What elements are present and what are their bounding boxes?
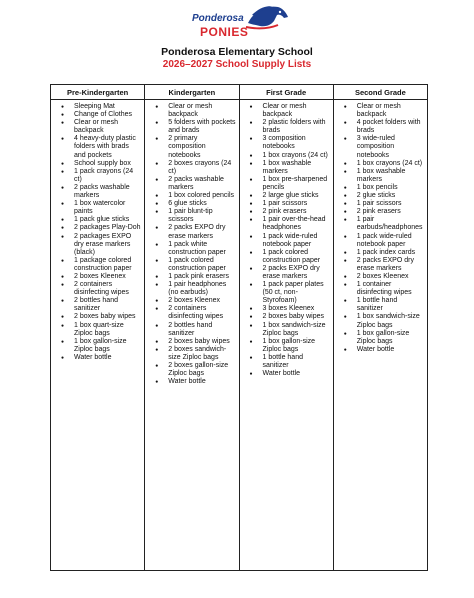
page-subtitle: 2026–2027 School Supply Lists: [162, 59, 312, 70]
list-item: ● 2 boxes crayons (24 ct): [145, 160, 236, 176]
list-item: ● 4 pocket folders with brads: [334, 119, 425, 135]
list-item: ● 3 wide-ruled composition notebooks: [334, 135, 425, 159]
list-item: ● 1 bottle hand sanitizer: [334, 297, 425, 313]
list-item: ● 2 packs EXPO dry erase markers: [240, 265, 331, 281]
list-item: ● 1 pack glue sticks: [51, 216, 142, 224]
supply-column-first-grade: [239, 100, 333, 571]
list-item: ● 2 large glue sticks: [240, 192, 331, 200]
list-item: ● 1 box pre-sharpened pencils: [240, 176, 331, 192]
list-item: ● 2 packs EXPO dry erase markers: [334, 257, 425, 273]
list-item: ● 2 packages EXPO dry erase markers (black): [51, 233, 142, 257]
school-logo: [190, 3, 290, 43]
list-item: ● 1 box crayons (24 ct): [240, 152, 331, 160]
list-item: ● Clear or mesh backpack: [334, 103, 425, 119]
list-item: ● 2 boxes Kleenex: [51, 273, 142, 281]
list-item: ● 1 pack wide-ruled notebook paper: [334, 233, 425, 249]
list-item: ● 1 pair scissors: [334, 200, 425, 208]
list-item: ● 1 pack colored construction paper: [240, 249, 331, 265]
list-item: ● 1 pair earbuds/headphones: [334, 216, 425, 232]
list-item: ● 2 bottles hand sanitizer: [51, 297, 142, 313]
list-item: ● 2 boxes sandwich-size Ziploc bags: [145, 346, 236, 362]
list-item: ● 6 glue sticks: [145, 200, 236, 208]
list-item: ● 1 box pencils: [334, 184, 425, 192]
list-item: ● 1 box gallon-size Ziploc bags: [240, 338, 331, 354]
supply-list: [145, 100, 238, 386]
list-item: ● 2 primary composition notebooks: [145, 135, 236, 159]
supply-list: [51, 100, 144, 362]
supply-column-kindergarten: [145, 100, 239, 571]
list-item: ● 1 pair headphones (no earbuds): [145, 281, 236, 297]
list-item: ● Sleeping Mat: [51, 103, 142, 111]
list-item: ● 1 box colored pencils: [145, 192, 236, 200]
list-item: ● School supply box: [51, 160, 142, 168]
list-item: ● Clear or mesh backpack: [51, 119, 142, 135]
list-item: ● 2 packages Play-Doh: [51, 224, 142, 232]
list-item: ● 1 pack colored construction paper: [145, 257, 236, 273]
list-item: ● 1 pack wide-ruled notebook paper: [240, 233, 331, 249]
list-item: ● 1 pair over-the-head headphones: [240, 216, 331, 232]
list-item: ● 5 folders with pockets and brads: [145, 119, 236, 135]
list-item: ● Water bottle: [51, 354, 142, 362]
logo-line2: PONIES: [200, 25, 249, 39]
supply-list: [334, 100, 427, 354]
list-item: ● 3 composition notebooks: [240, 135, 331, 151]
list-item: ● 1 box washable markers: [240, 160, 331, 176]
list-item: ● 2 boxes baby wipes: [145, 338, 236, 346]
list-item: ● 1 box sandwich-size Ziploc bags: [240, 322, 331, 338]
table-header-row: [51, 85, 428, 100]
column-heading: Pre-Kindergarten: [51, 85, 145, 100]
horse-head-icon: [244, 3, 290, 33]
list-item: ● 1 box quart-size Ziploc bags: [51, 322, 142, 338]
list-item: ● Water bottle: [334, 346, 425, 354]
list-item: ● Water bottle: [145, 378, 236, 386]
list-item: ● 1 box crayons (24 ct): [334, 160, 425, 168]
column-heading: Kindergarten: [145, 85, 239, 100]
list-item: ● 1 pack white construction paper: [145, 241, 236, 257]
page-title: Ponderosa Elementary School: [161, 46, 313, 58]
column-heading: First Grade: [239, 85, 333, 100]
list-item: ● 2 plastic folders with brads: [240, 119, 331, 135]
table-row: [51, 100, 428, 571]
logo-line1: Ponderosa: [192, 13, 244, 24]
list-item: ● Clear or mesh backpack: [240, 103, 331, 119]
list-item: ● 1 pack index cards: [334, 249, 425, 257]
list-item: ● 2 boxes baby wipes: [51, 313, 142, 321]
list-item: ● 1 pair scissors: [240, 200, 331, 208]
supply-column-second-grade: [333, 100, 427, 571]
list-item: ● 2 bottles hand sanitizer: [145, 322, 236, 338]
list-item: ● 1 box washable markers: [334, 168, 425, 184]
supply-list: [240, 100, 333, 378]
list-item: ● Change of Clothes: [51, 111, 142, 119]
list-item: ● 1 package colored construction paper: [51, 257, 142, 273]
list-item: ● Water bottle: [240, 370, 331, 378]
list-item: ● 1 box sandwich-size Ziploc bags: [334, 313, 425, 329]
list-item: ● 2 pink erasers: [240, 208, 331, 216]
list-item: ● 3 boxes Kleenex: [240, 305, 331, 313]
list-item: ● 2 boxes Kleenex: [334, 273, 425, 281]
list-item: ● 2 pink erasers: [334, 208, 425, 216]
list-item: ● 1 pack crayons (24 ct): [51, 168, 142, 184]
list-item: ● 1 pair blunt-tip scissors: [145, 208, 236, 224]
list-item: ● 2 glue sticks: [334, 192, 425, 200]
list-item: ● 2 packs washable markers: [51, 184, 142, 200]
list-item: ● 2 boxes baby wipes: [240, 313, 331, 321]
column-heading: Second Grade: [333, 85, 427, 100]
list-item: ● 1 pack paper plates (50 ct, non-Styrofoam): [240, 281, 331, 305]
list-item: ● 2 boxes Kleenex: [145, 297, 236, 305]
list-item: ● 1 bottle hand sanitizer: [240, 354, 331, 370]
supply-table: [50, 84, 428, 571]
list-item: ● 1 box gallon-size Ziploc bags: [51, 338, 142, 354]
list-item: ● 2 containers disinfecting wipes: [145, 305, 236, 321]
list-item: ● 1 box gallon-size Ziploc bags: [334, 330, 425, 346]
list-item: ● 2 packs washable markers: [145, 176, 236, 192]
list-item: ● 2 boxes gallon-size Ziploc bags: [145, 362, 236, 378]
list-item: ● 1 pack pink erasers: [145, 273, 236, 281]
list-item: ● 1 container disinfecting wipes: [334, 281, 425, 297]
list-item: ● 2 packs EXPO dry erase markers: [145, 224, 236, 240]
supply-column-prek: [51, 100, 145, 571]
list-item: ● 1 box watercolor paints: [51, 200, 142, 216]
list-item: ● 2 containers disinfecting wipes: [51, 281, 142, 297]
list-item: ● Clear or mesh backpack: [145, 103, 236, 119]
list-item: ● 4 heavy-duty plastic folders with brads and pockets: [51, 135, 142, 159]
